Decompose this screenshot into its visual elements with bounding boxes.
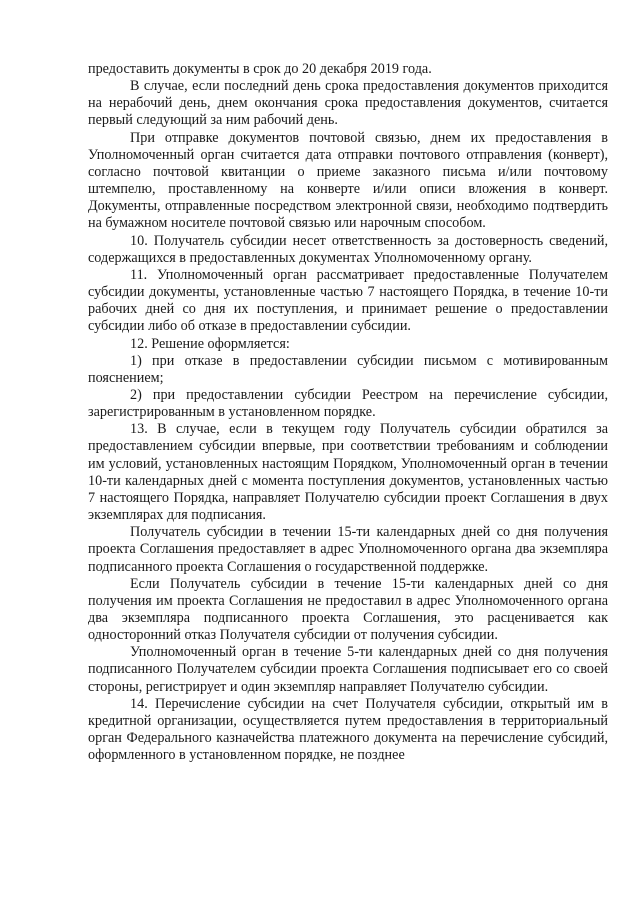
paragraph-item-14: 14. Перечисление субсидии на счет Получателя субсидии, открытый им в кредитной организации, осуществляется путем предоставления в территориальный орган Федерального казначейства платежного документа на перечисление субсидий, оформленного в установленном порядке, не позднее [88, 695, 608, 764]
paragraph-item-11: 11. Уполномоченный орган рассматривает предоставленные Получателем субсидии документы, установленные частью 7 настоящего Порядка, в течение 10-ти рабочих дней со дня их поступления, и принимает решение о предоставлении субсидии либо об отказе в предоставлении субсидии. [88, 266, 608, 335]
paragraph-item-12: 12. Решение оформляется: [130, 335, 290, 352]
paragraph-item-12-2: 2) при предоставлении субсидии Реестром на перечисление субсидии, зарегистрированным в установленном порядке. [88, 386, 608, 421]
paragraph-deadline: предоставить документы в срок до 20 декабря 2019 года. [88, 61, 432, 77]
paragraph-item-13-signing: Получатель субсидии в течении 15-ти календарных дней со дня получения проекта Соглашения предоставляет в адрес Уполномоченного органа два экземпляра подписанного проекта Соглашения о государственной поддержке. [88, 524, 608, 575]
paragraph-item-10: 10. Получатель субсидии несет ответственность за достоверность сведений, содержащихся в предоставленных документах Уполномоченному органу. [88, 232, 608, 266]
paragraph-postal-submission: При отправке документов почтовой связью, днем их предоставления в Уполномоченный орган считается дата отправки почтового отправления (конверт), согласно почтовой квитанции о приеме заказного письма и/или почтовому штемпелю, проставленному на конверте и/или описи вложения в конверт. Документы, отправленные посредством электронной связи, необходимо подтвердить на бумажном носителе почтовой связью или нарочным способом. [88, 129, 608, 232]
paragraph-item-12-1: 1) при отказе в предоставлении субсидии письмом с мотивированным пояснением; [88, 352, 608, 386]
paragraph-item-13: 13. В случае, если в текущем году Получатель субсидии обратился за предоставлением субсидии впервые, при соответствии требованиям и соблюдении им условий, установленных настоящим Порядком, Уполномоченный орган в течении 10-ти календарных дней с момента поступления документов, установленных частью 7 настоящего Порядка, направляет Получателю субсидии проект Соглашения в двух экземплярах для подписания. [88, 421, 608, 524]
document-page [88, 61, 608, 764]
paragraph-nonworking-day: В случае, если последний день срока предоставления документов приходится на нерабочий день, днем окончания срока предоставления документов, считается первый следующий за ним рабочий день. [88, 78, 608, 129]
paragraph-item-13-registration: Уполномоченный орган в течение 5-ти календарных дней со дня получения подписанного Получателем субсидии проекта Соглашения подписывает его со своей стороны, регистрирует и один экземпляр направляет Получателю субсидии. [88, 644, 608, 695]
paragraph-item-13-refusal: Если Получатель субсидии в течение 15-ти календарных дней со дня получения им проекта Соглашения не предоставил в адрес Уполномоченного органа два экземпляра подписанного проекта Соглашения, это расценивается как односторонний отказ Получателя субсидии от получения субсидии. [88, 575, 608, 644]
